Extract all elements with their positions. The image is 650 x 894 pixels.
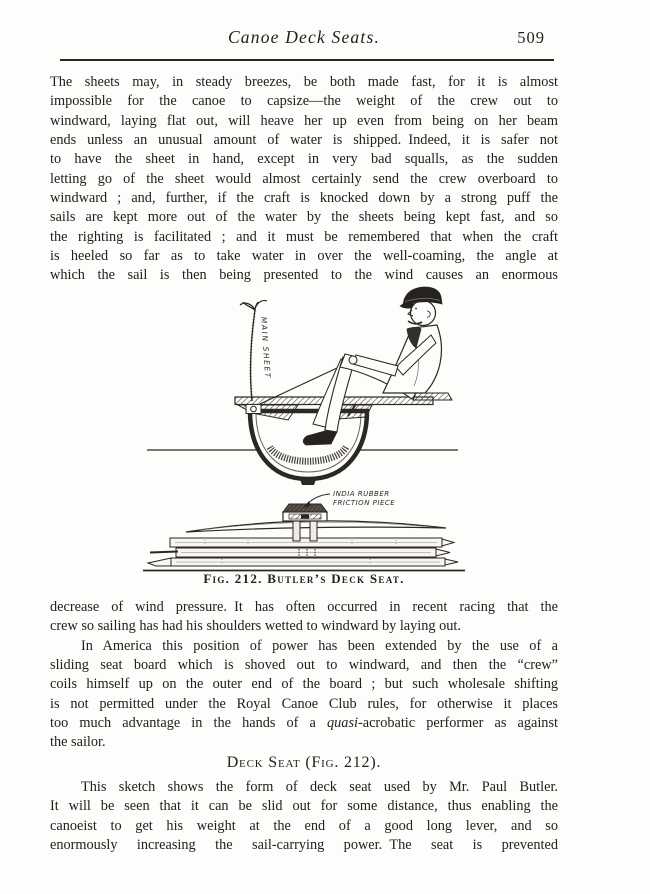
running-head-title: Canoe Deck Seats. — [227, 27, 381, 47]
text-line: In America this position of power has been extended by the use of a — [81, 637, 558, 654]
text-line: which the sail is then being presented to the wind causes an enormous — [50, 267, 558, 284]
text-line: the sailor. — [50, 734, 106, 751]
india-rubber-label-line1: INDIA RUBBER — [333, 490, 390, 498]
text-line: letting go of the sheet would almost certainly send the crew overboard to — [50, 170, 558, 187]
section-heading: Deck Seat (Fig. 212). — [226, 754, 382, 771]
text-line: to have the sheet in hand, except in very bad squalls, as the sudden — [50, 151, 558, 168]
text-line: This sketch shows the form of deck seat used by Mr. Paul Butler. — [81, 779, 558, 795]
text-line: ends unless an unusual amount of water is shipped. Indeed, it is safer not — [50, 132, 558, 149]
text-line: canoeist to get his weight at the end of a good long lever, and so — [50, 817, 558, 834]
text-line: windward, laying flat out, will heave her up even from being on her beam — [50, 112, 558, 129]
india-rubber-label-line2: FRICTION PIECE — [333, 499, 396, 507]
text-line: The sheets may, in steady breezes, be both made fast, for it is almost — [50, 74, 558, 90]
text-line: windward ; and, further, if the craft is knocked down by a strong puff the — [50, 190, 558, 207]
text-line: is heeled so far as to take water in over the well-coaming, the angle at — [50, 248, 558, 265]
deck-seat-side-view — [143, 494, 465, 571]
text-line: impossible for the canoe to capsize—the weight of the crew out to — [50, 93, 558, 110]
text-line: the righting is facilitated ; and it must be remembered that when the craft — [50, 228, 558, 245]
text-line: enormously increasing the sail-carrying power. The seat is prevented — [50, 837, 558, 854]
page-number: 509 — [517, 28, 545, 47]
cap-visor — [400, 302, 414, 309]
text-line: coils himself up on the outer end of the board ; but such wholesale shifting — [50, 676, 558, 693]
text-line: decrease of wind pressure. It has often occurred in recent racing that the — [50, 599, 558, 615]
text-line: is not permitted under the Royal Canoe Club rules, for otherwise it places — [50, 695, 558, 712]
text-line: sliding seat board which is shoved out to windward, and then the “crew” — [50, 657, 558, 674]
reclining-canoeist — [303, 287, 452, 445]
text-line: It will be seen that it can be slid out for some distance, thus enabling the — [50, 798, 558, 815]
head — [411, 301, 436, 326]
text-line: sails are kept more out of the water by the sheets being kept fast, and so — [50, 209, 558, 226]
text-line: too much advantage in the hands of a quasi-acrobatic performer as against — [50, 715, 558, 732]
figure-caption: Fig. 212. Butler’s Deck Seat. — [203, 571, 405, 586]
main-sheet-label: MAIN SHEET — [259, 316, 273, 380]
text-line: crew so sailing has had his shoulders wetted to windward by laying out. — [50, 618, 461, 635]
